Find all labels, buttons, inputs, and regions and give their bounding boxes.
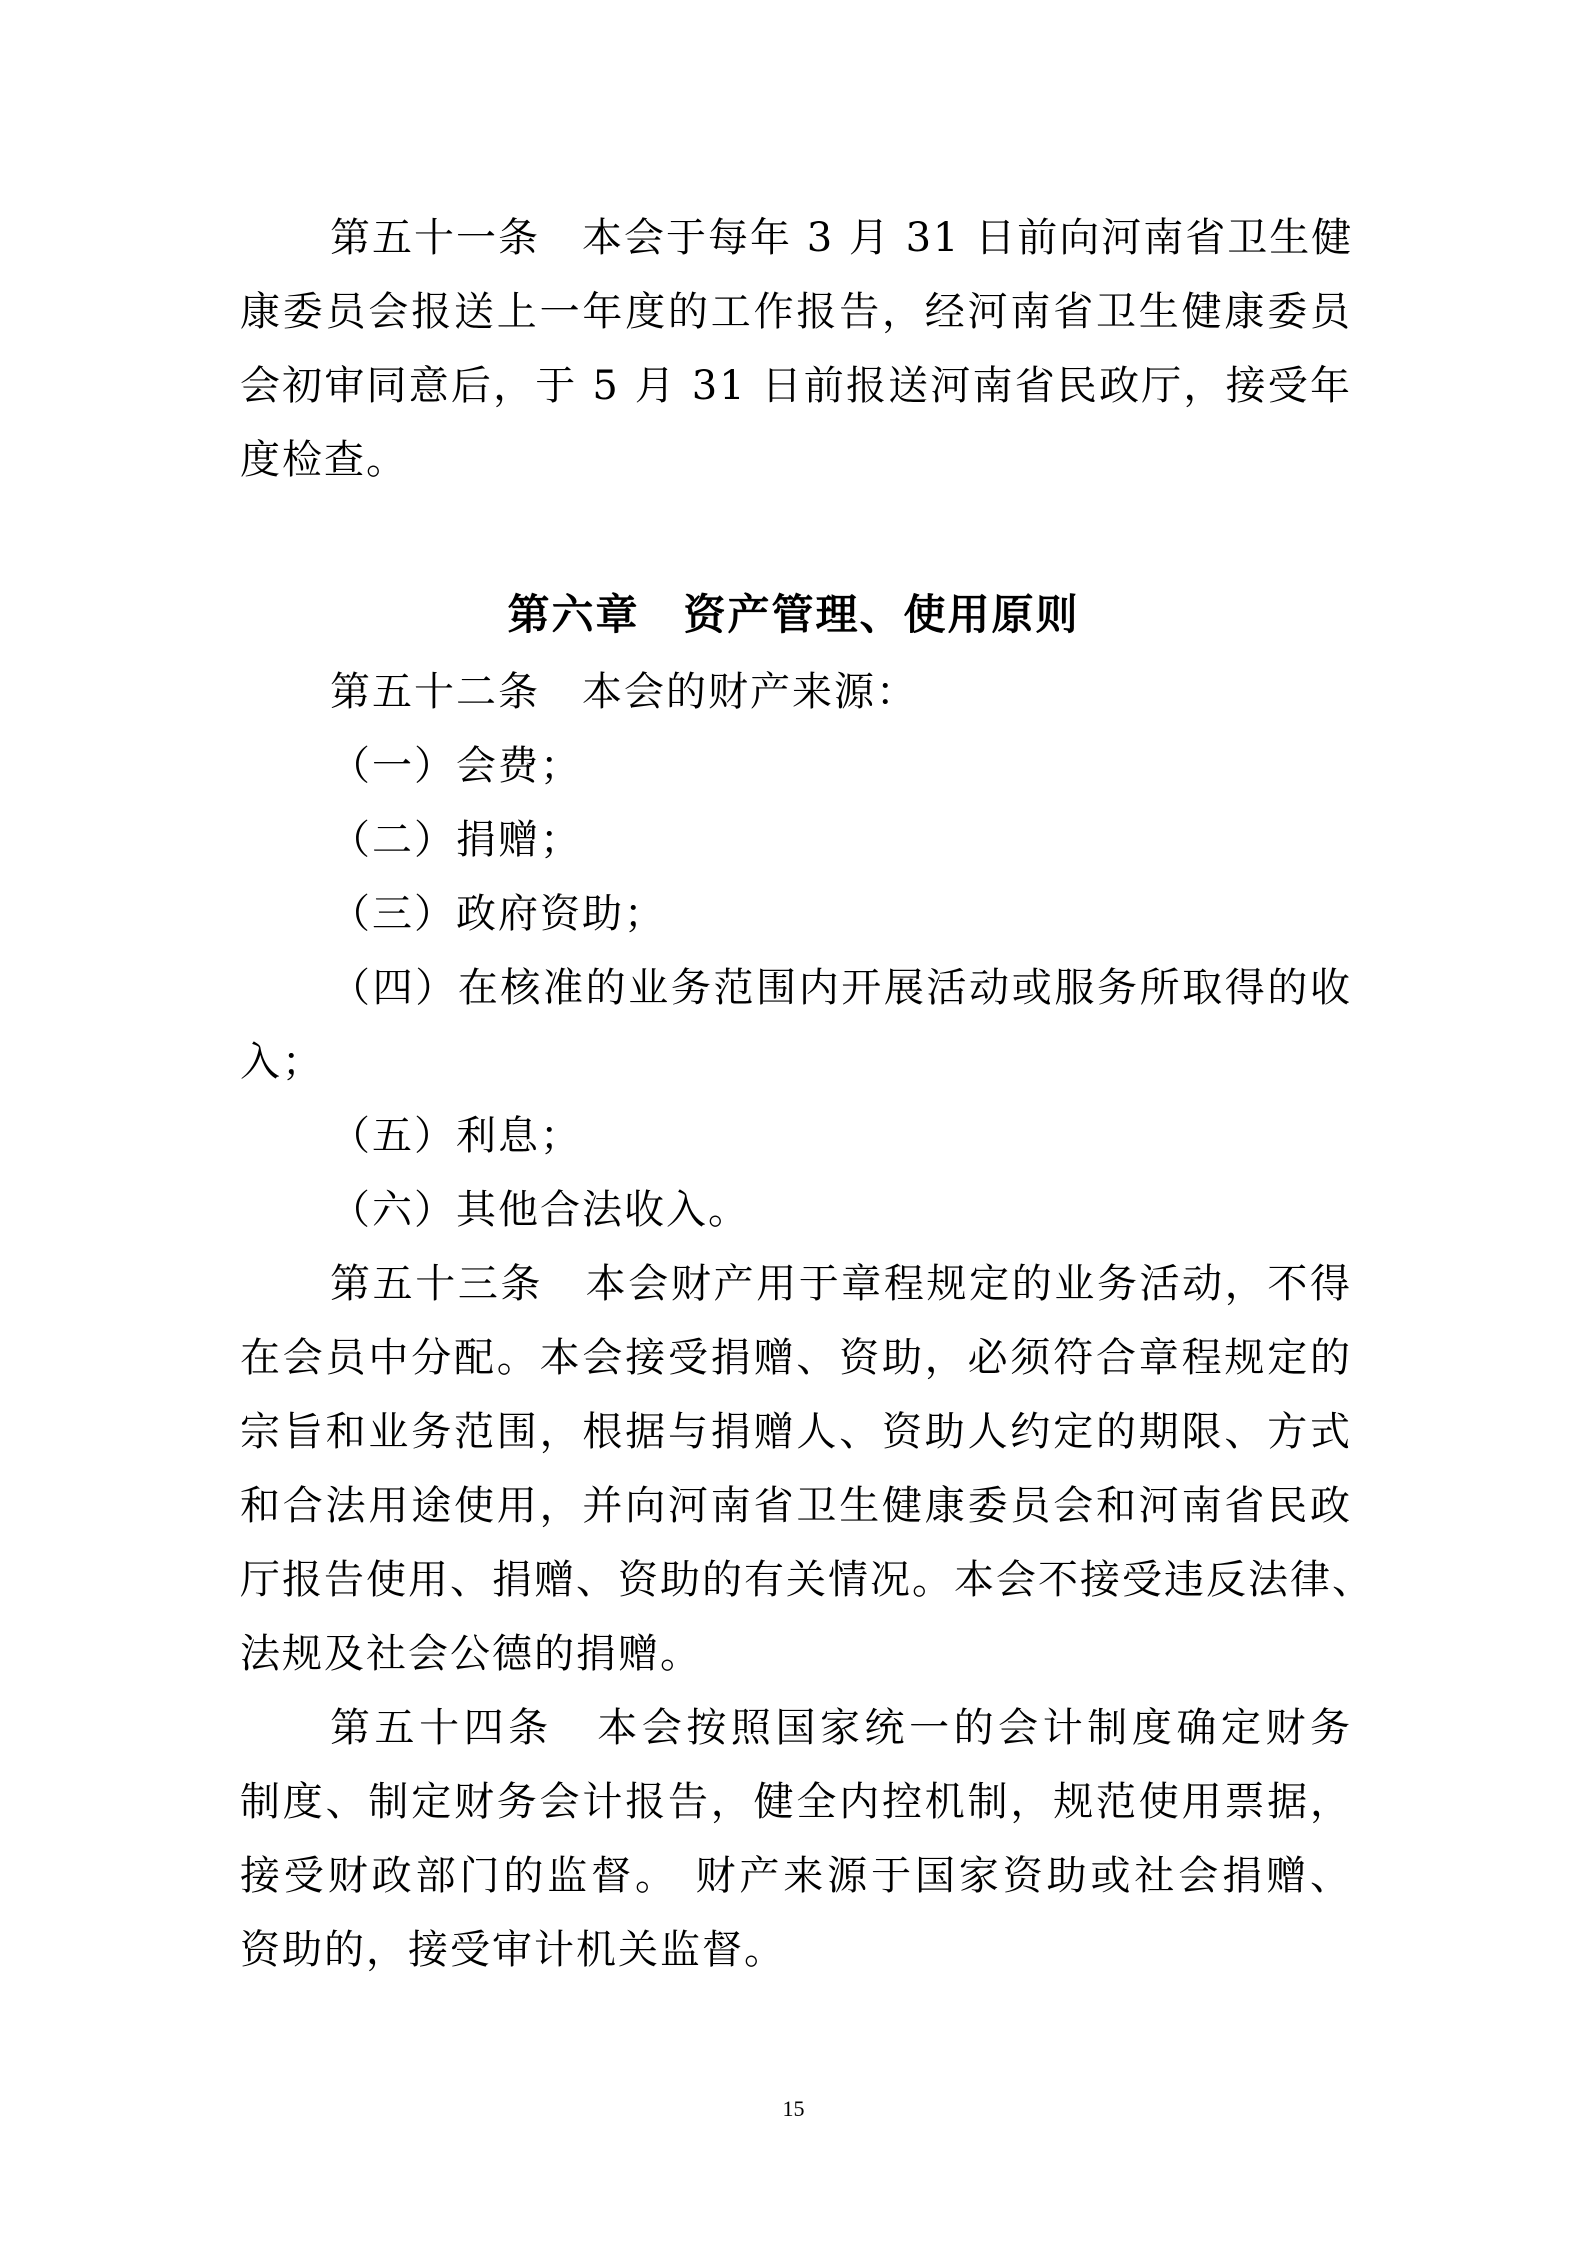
text-line: 第五十三条 本会财产用于章程规定的业务活动，不得 [330, 1261, 1352, 1307]
text-line: 法规及社会公德的捐赠。 [240, 1631, 702, 1677]
list-item: （二）捐赠； [330, 817, 582, 863]
text-line: 厅报告使用、捐赠、资助的有关情况。本会不接受违反法律、 [240, 1557, 1374, 1603]
list-item: （五）利息； [330, 1113, 582, 1159]
text-line: 第五十一条 本会于每年 3 月 31 日前向河南省卫生健 [330, 215, 1354, 261]
text-line: 和合法用途使用，并向河南省卫生健康委员会和河南省民政 [240, 1483, 1352, 1529]
text-line: 在会员中分配。本会接受捐赠、资助，必须符合章程规定的 [240, 1335, 1352, 1381]
text-line: 制度、制定财务会计报告，健全内控机制，规范使用票据， [240, 1779, 1352, 1825]
text-line: 资助的，接受审计机关监督。 [240, 1927, 786, 1973]
list-item: （三）政府资助； [330, 891, 666, 937]
page-number: 15 [782, 2096, 805, 2121]
list-item: （六）其他合法收入。 [330, 1187, 750, 1233]
text-line: 第五十二条 本会的财产来源： [330, 669, 918, 715]
list-item: （一）会费； [330, 743, 582, 789]
text-line: 宗旨和业务范围，根据与捐赠人、资助人约定的期限、方式 [240, 1409, 1352, 1455]
text-line: 接受财政部门的监督。 财产来源于国家资助或社会捐赠、 [240, 1853, 1352, 1899]
text-line: 第五十四条 本会按照国家统一的会计制度确定财务 [330, 1705, 1352, 1751]
text-line: 会初审同意后，于 5 月 31 日前报送河南省民政厅，接受年 [240, 363, 1352, 409]
text-line: 入； [240, 1039, 324, 1085]
chapter-heading: 第六章 资产管理、使用原则 [507, 590, 1080, 639]
text-line: 康委员会报送上一年度的工作报告，经河南省卫生健康委员 [240, 289, 1352, 335]
text-line: 度检查。 [240, 437, 408, 483]
list-item: （四）在核准的业务范围内开展活动或服务所取得的收 [330, 965, 1352, 1011]
